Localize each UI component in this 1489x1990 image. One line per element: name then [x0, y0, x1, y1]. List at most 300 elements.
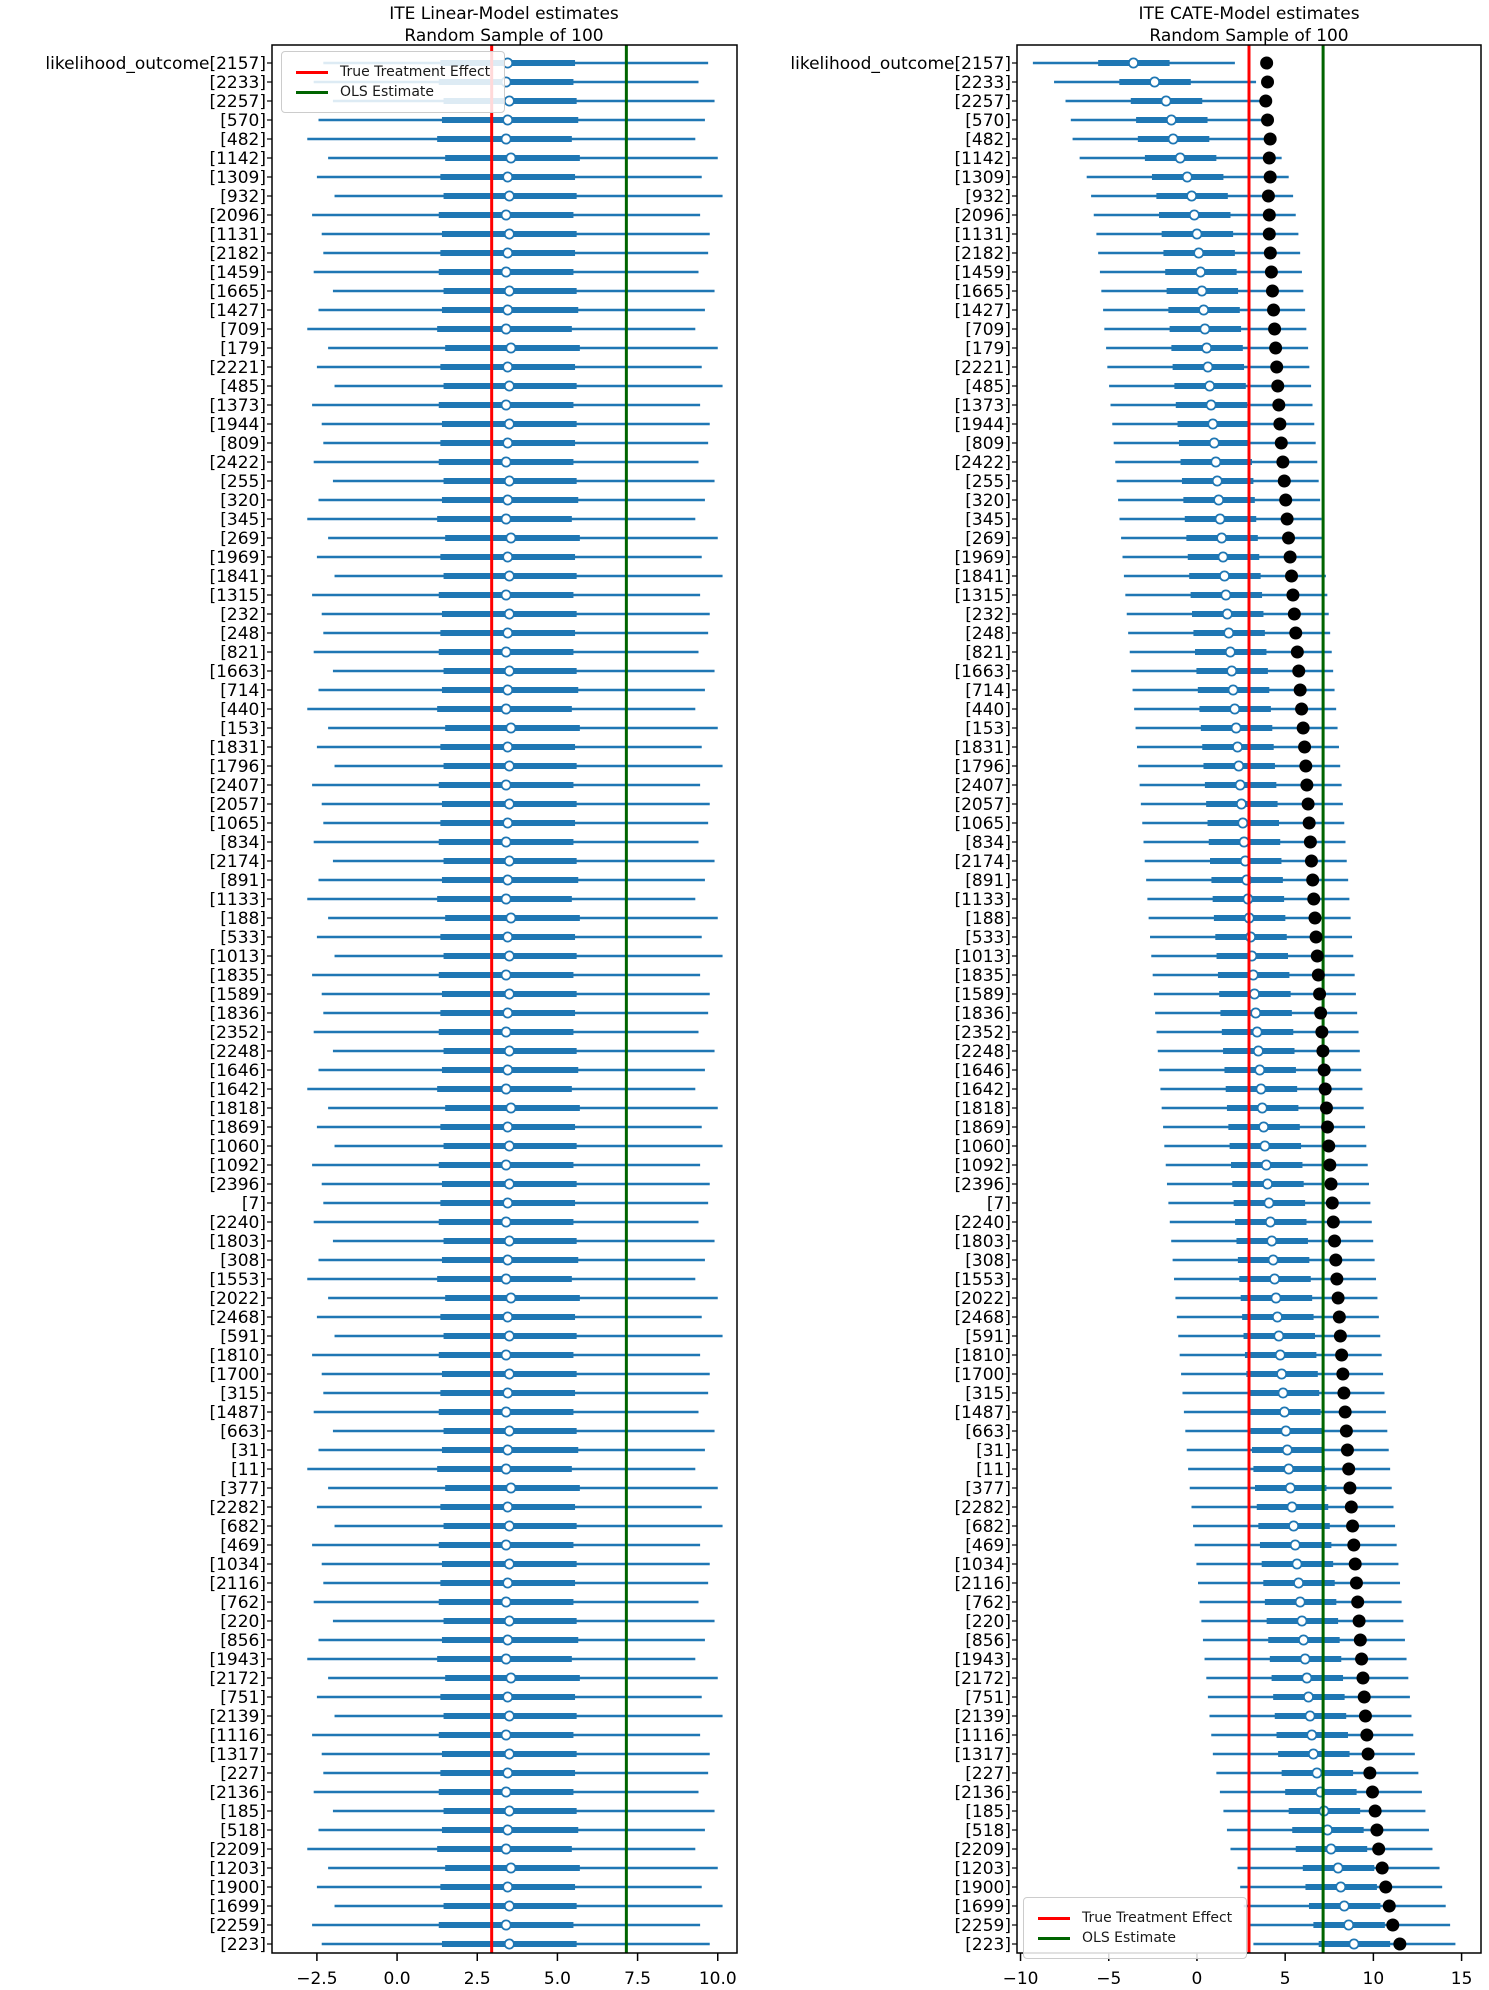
- row-label: [2396]: [209, 1175, 266, 1195]
- median-marker: [503, 1122, 512, 1131]
- median-marker: [503, 875, 512, 884]
- median-marker: [1269, 1255, 1278, 1264]
- row-label: [1700]: [209, 1365, 266, 1385]
- median-marker: [502, 1464, 511, 1473]
- point-estimate-dot: [1259, 95, 1272, 108]
- median-marker: [502, 1844, 511, 1853]
- row-label: [469]: [220, 1536, 266, 1556]
- row-98: [1248, 1920, 1450, 1929]
- row-46: [317, 932, 702, 941]
- row-29: [322, 609, 710, 618]
- median-marker: [1213, 476, 1222, 485]
- row-label: [248]: [965, 624, 1011, 644]
- row-74: [307, 1464, 695, 1473]
- row-3: [1071, 115, 1273, 124]
- median-marker: [1150, 77, 1159, 86]
- row-96: [1240, 1882, 1442, 1891]
- row-label: [2257]: [209, 92, 266, 112]
- row-label: [591]: [965, 1327, 1011, 1347]
- point-estimate-dot: [1333, 1311, 1346, 1324]
- median-marker: [1206, 400, 1215, 409]
- point-estimate-dot: [1345, 1501, 1358, 1514]
- row-label: [1841]: [209, 567, 266, 587]
- row-97: [1244, 1901, 1446, 1910]
- median-marker: [1277, 1369, 1286, 1378]
- median-marker: [1200, 324, 1209, 333]
- row-69: [322, 1369, 710, 1378]
- point-estimate-dot: [1376, 1862, 1389, 1875]
- point-estimate-dot: [1358, 1691, 1371, 1704]
- median-marker: [506, 1103, 515, 1112]
- row-95: [1238, 1863, 1440, 1872]
- row-label: [223]: [965, 1935, 1011, 1955]
- row-label: [440]: [965, 700, 1011, 720]
- row-37: [335, 761, 723, 770]
- row-label: [856]: [220, 1631, 266, 1651]
- point-estimate-dot: [1263, 209, 1276, 222]
- median-marker: [505, 666, 514, 675]
- point-estimate-dot: [1322, 1140, 1335, 1153]
- median-marker: [1190, 210, 1199, 219]
- median-marker: [503, 628, 512, 637]
- point-estimate-dot: [1339, 1406, 1352, 1419]
- median-marker: [505, 1939, 514, 1948]
- interval-rows: [307, 58, 722, 1948]
- row-10: [323, 248, 708, 257]
- row-79: [1196, 1559, 1398, 1568]
- point-estimate-dot: [1330, 1273, 1343, 1286]
- row-label: [1810]: [209, 1346, 266, 1366]
- row-label: [1315]: [954, 586, 1011, 606]
- median-marker: [505, 1616, 514, 1625]
- row-91: [314, 1787, 699, 1796]
- point-estimate-dot: [1313, 988, 1326, 1001]
- row-label: [1869]: [209, 1118, 266, 1138]
- point-estimate-dot: [1272, 399, 1285, 412]
- row-label: [682]: [220, 1517, 266, 1537]
- row-32: [333, 666, 715, 675]
- row-26: [317, 552, 702, 561]
- row-label: [1663]: [954, 662, 1011, 682]
- median-marker: [502, 970, 511, 979]
- median-marker: [503, 1065, 512, 1074]
- point-estimate-dot: [1328, 1235, 1341, 1248]
- row-label: [1589]: [209, 985, 266, 1005]
- row-label: [2233]: [209, 73, 266, 93]
- median-marker: [1344, 1920, 1353, 1929]
- row-66: [317, 1312, 702, 1321]
- row-75: [1190, 1483, 1392, 1492]
- median-marker: [503, 742, 512, 751]
- median-marker: [1224, 628, 1233, 637]
- point-estimate-dot: [1260, 57, 1273, 70]
- median-marker: [503, 495, 512, 504]
- row-85: [1206, 1673, 1408, 1682]
- median-marker: [502, 267, 511, 276]
- row-41: [314, 837, 699, 846]
- row-label: [153]: [965, 719, 1011, 739]
- row-78: [1195, 1540, 1397, 1549]
- median-marker: [1234, 761, 1243, 770]
- legend-entry-ols-estimate: [296, 84, 490, 100]
- median-marker: [503, 248, 512, 257]
- row-label: [255]: [965, 472, 1011, 492]
- row-label: [891]: [965, 871, 1011, 891]
- median-marker: [1129, 58, 1138, 67]
- median-marker: [505, 1901, 514, 1910]
- row-94: [1230, 1844, 1432, 1853]
- row-22: [333, 476, 715, 485]
- median-marker: [1210, 438, 1219, 447]
- median-marker: [1187, 191, 1196, 200]
- row-label: [2139]: [209, 1707, 266, 1727]
- row-label: [1642]: [209, 1080, 266, 1100]
- median-marker: [505, 761, 514, 770]
- row-label: [2407]: [209, 776, 266, 796]
- median-marker: [1262, 1160, 1271, 1169]
- row-label: [1869]: [954, 1118, 1011, 1138]
- row-label: [315]: [220, 1384, 266, 1404]
- row-label: [308]: [220, 1251, 266, 1271]
- row-43: [319, 875, 705, 884]
- row-label: [2468]: [954, 1308, 1011, 1328]
- median-marker: [1227, 666, 1236, 675]
- point-estimates: [1259, 57, 1406, 1951]
- point-estimate-dot: [1340, 1425, 1353, 1438]
- row-8: [312, 210, 700, 219]
- row-label: [1803]: [209, 1232, 266, 1252]
- x-tick-label: 0.0: [383, 1969, 411, 1989]
- row-label: [377]: [220, 1479, 266, 1499]
- row-3: [319, 115, 705, 124]
- row-label: [2248]: [954, 1042, 1011, 1062]
- row-label: [2240]: [954, 1213, 1011, 1233]
- median-marker: [503, 438, 512, 447]
- median-marker: [505, 96, 514, 105]
- interval-rows: [1033, 58, 1456, 1948]
- median-marker: [505, 1749, 514, 1758]
- row-label: [2172]: [209, 1669, 266, 1689]
- x-tick-label: −10: [1002, 1969, 1039, 1989]
- median-marker: [1220, 571, 1229, 580]
- median-marker: [1299, 1635, 1308, 1644]
- row-36: [317, 742, 702, 751]
- row-4: [307, 134, 695, 143]
- row-19: [322, 419, 710, 428]
- point-estimate-dot: [1372, 1843, 1385, 1856]
- row-label: [1900]: [954, 1878, 1011, 1898]
- legend-entry-ols-estimate: [1038, 1930, 1232, 1946]
- point-estimate-dot: [1341, 1444, 1354, 1457]
- row-label: [2259]: [209, 1916, 266, 1936]
- row-label: [31]: [231, 1441, 266, 1461]
- row-label: [533]: [965, 928, 1011, 948]
- point-estimate-dot: [1318, 1064, 1331, 1077]
- point-estimate-dot: [1369, 1805, 1382, 1818]
- median-marker: [1221, 590, 1230, 599]
- row-5: [328, 153, 718, 162]
- point-estimate-dot: [1267, 304, 1280, 317]
- point-estimate-dot: [1319, 1083, 1332, 1096]
- median-marker: [1276, 1350, 1285, 1359]
- row-label: [533]: [220, 928, 266, 948]
- median-marker: [1237, 799, 1246, 808]
- row-label: [2352]: [954, 1023, 1011, 1043]
- median-marker: [1197, 286, 1206, 295]
- row-81: [1200, 1597, 1402, 1606]
- row-label: [440]: [220, 700, 266, 720]
- median-marker: [505, 1711, 514, 1720]
- row-label: [1836]: [209, 1004, 266, 1024]
- point-estimate-dot: [1335, 1349, 1348, 1362]
- row-label: [682]: [965, 1517, 1011, 1537]
- title-line2: Random Sample of 100: [404, 25, 604, 46]
- median-marker: [505, 229, 514, 238]
- median-marker: [1176, 153, 1185, 162]
- row-62: [333, 1236, 715, 1245]
- median-marker: [505, 191, 514, 200]
- row-38: [312, 780, 700, 789]
- x-tick-label: 7.5: [624, 1969, 652, 1989]
- row-81: [314, 1597, 699, 1606]
- point-estimate-dot: [1355, 1653, 1368, 1666]
- row-label: [1373]: [954, 396, 1011, 416]
- point-estimate-dot: [1327, 1216, 1340, 1229]
- row-44: [307, 894, 695, 903]
- row-55: [328, 1103, 718, 1112]
- median-marker: [505, 1179, 514, 1188]
- median-marker: [502, 400, 511, 409]
- median-marker: [1239, 837, 1248, 846]
- row-label: [2057]: [954, 795, 1011, 815]
- median-marker: [1278, 1388, 1287, 1397]
- row-label: [1060]: [954, 1137, 1011, 1157]
- row-75: [328, 1483, 718, 1492]
- row-label: [1065]: [209, 814, 266, 834]
- row-53: [1159, 1065, 1361, 1074]
- point-estimate-dot: [1360, 1729, 1373, 1742]
- row-label: [1034]: [954, 1555, 1011, 1575]
- row-label: [2221]: [954, 358, 1011, 378]
- row-92: [333, 1806, 715, 1815]
- median-marker: [1217, 533, 1226, 542]
- point-estimate-dot: [1264, 171, 1277, 184]
- row-label: [1818]: [209, 1099, 266, 1119]
- median-marker: [502, 837, 511, 846]
- median-marker: [1229, 685, 1238, 694]
- row-label: [1131]: [954, 225, 1011, 245]
- row-label: [709]: [220, 320, 266, 340]
- row-label: [2096]: [954, 206, 1011, 226]
- median-marker: [505, 799, 514, 808]
- row-label: [2259]: [954, 1916, 1011, 1936]
- median-marker: [502, 1084, 511, 1093]
- median-marker: [502, 1350, 511, 1359]
- row-label: [762]: [220, 1593, 266, 1613]
- row-label: [809]: [965, 434, 1011, 454]
- row-label: [2221]: [209, 358, 266, 378]
- median-marker: [503, 115, 512, 124]
- row-label: [1142]: [209, 149, 266, 169]
- row-label: [227]: [220, 1764, 266, 1784]
- row-16: [317, 362, 702, 371]
- row-label: [2422]: [209, 453, 266, 473]
- median-marker: [503, 1825, 512, 1834]
- median-marker: [505, 1559, 514, 1568]
- point-estimate-dot: [1306, 874, 1319, 887]
- median-marker: [503, 1882, 512, 1891]
- row-55: [1162, 1103, 1364, 1112]
- cate-panel-title: [1138, 4, 1359, 48]
- row-93: [319, 1825, 705, 1834]
- row-label: [1092]: [209, 1156, 266, 1176]
- row-label: [179]: [220, 339, 266, 359]
- median-marker: [1264, 1198, 1273, 1207]
- row-label: [188]: [220, 909, 266, 929]
- legend-entry-true-treatment-effect: [296, 64, 490, 80]
- median-marker: [1253, 1027, 1262, 1036]
- row-90: [323, 1768, 708, 1777]
- row-48: [312, 970, 700, 979]
- row-label: [1699]: [954, 1897, 1011, 1917]
- median-marker: [506, 1293, 515, 1302]
- median-marker: [505, 1141, 514, 1150]
- point-estimate-dot: [1279, 494, 1292, 507]
- point-estimate-dot: [1285, 570, 1298, 583]
- median-marker: [1251, 1008, 1260, 1017]
- row-label: [2422]: [954, 453, 1011, 473]
- title-line2: Random Sample of 100: [1149, 25, 1349, 46]
- median-marker: [505, 1369, 514, 1378]
- row-label: [1818]: [954, 1099, 1011, 1119]
- row-label: [2233]: [954, 73, 1011, 93]
- point-estimate-dot: [1304, 836, 1317, 849]
- point-estimate-dot: [1321, 1121, 1334, 1134]
- row-labels: [45, 54, 266, 1955]
- row-57: [1164, 1141, 1366, 1150]
- median-marker: [505, 989, 514, 998]
- row-4: [1073, 134, 1275, 143]
- row-90: [1216, 1768, 1418, 1777]
- point-estimate-dot: [1261, 76, 1274, 89]
- point-estimate-dot: [1273, 418, 1286, 431]
- median-marker: [505, 609, 514, 618]
- median-marker: [1304, 1692, 1313, 1701]
- row-88: [1211, 1730, 1413, 1739]
- median-marker: [1246, 932, 1255, 941]
- row-label: [1034]: [209, 1555, 266, 1575]
- row-label: [1646]: [954, 1061, 1011, 1081]
- row-label: [485]: [220, 377, 266, 397]
- median-marker: [503, 1635, 512, 1644]
- point-estimate-dot: [1346, 1520, 1359, 1533]
- cate-model-panel: [790, 45, 1481, 1989]
- point-estimate-dot: [1312, 969, 1325, 982]
- median-marker: [502, 1597, 511, 1606]
- point-estimate-dot: [1332, 1292, 1345, 1305]
- row-77: [335, 1521, 723, 1530]
- row-label: [2174]: [954, 852, 1011, 872]
- row-label: [714]: [220, 681, 266, 701]
- x-tick-label: 10: [1362, 1969, 1385, 1989]
- point-estimate-dot: [1265, 266, 1278, 279]
- median-marker: [1208, 419, 1217, 428]
- linear-panel-title: [389, 4, 619, 48]
- point-estimate-dot: [1261, 114, 1274, 127]
- median-marker: [503, 1445, 512, 1454]
- row-label: [1553]: [209, 1270, 266, 1290]
- point-estimate-dot: [1342, 1463, 1355, 1476]
- point-estimate-dot: [1297, 722, 1310, 735]
- point-estimate-dot: [1276, 456, 1289, 469]
- row-89: [322, 1749, 710, 1758]
- row-84: [307, 1654, 695, 1663]
- row-label: [570]: [220, 111, 266, 131]
- row-label: [1663]: [209, 662, 266, 682]
- row-label: [269]: [965, 529, 1011, 549]
- median-marker: [502, 514, 511, 523]
- row-label: [1803]: [954, 1232, 1011, 1252]
- median-marker: [1192, 229, 1201, 238]
- row-label: [1092]: [954, 1156, 1011, 1176]
- row-label: [220]: [965, 1612, 1011, 1632]
- median-marker: [503, 1198, 512, 1207]
- row-label: [856]: [965, 1631, 1011, 1651]
- row-label: [227]: [965, 1764, 1011, 1784]
- row-56: [317, 1122, 702, 1131]
- median-marker: [505, 1236, 514, 1245]
- row-49: [322, 989, 710, 998]
- row-label: [714]: [965, 681, 1011, 701]
- x-tick-label: 15: [1450, 1969, 1473, 1989]
- point-estimate-dot: [1379, 1881, 1392, 1894]
- point-estimate-dot: [1288, 608, 1301, 621]
- row-13: [319, 305, 705, 314]
- median-marker: [502, 704, 511, 713]
- row-51: [314, 1027, 699, 1036]
- legend-label-true-treatment-effect: True Treatment Effect: [1082, 1910, 1233, 1926]
- median-marker: [1215, 514, 1224, 523]
- median-marker: [1281, 1426, 1290, 1435]
- point-estimate-dot: [1291, 646, 1304, 659]
- row-83: [319, 1635, 705, 1644]
- median-marker: [1238, 818, 1247, 827]
- row-label: [663]: [965, 1422, 1011, 1442]
- point-estimate-dot: [1337, 1387, 1350, 1400]
- row-50: [323, 1008, 708, 1017]
- median-marker: [1169, 134, 1178, 143]
- row-60: [1168, 1198, 1370, 1207]
- row-33: [319, 685, 705, 694]
- median-marker: [502, 1540, 511, 1549]
- row-label: [2022]: [954, 1289, 1011, 1309]
- row-58: [1166, 1160, 1368, 1169]
- row-84: [1205, 1654, 1407, 1663]
- point-estimate-dot: [1284, 551, 1297, 564]
- row-label: [1459]: [209, 263, 266, 283]
- row-label: likelihood_outcome[2157]: [790, 54, 1011, 74]
- row-54: [307, 1084, 695, 1093]
- row-5: [1080, 153, 1282, 162]
- row-47: [335, 951, 723, 960]
- row-label: likelihood_outcome[2157]: [45, 54, 266, 74]
- row-61: [1170, 1217, 1372, 1226]
- row-label: [834]: [965, 833, 1011, 853]
- row-label: [1427]: [209, 301, 266, 321]
- row-40: [323, 818, 708, 827]
- row-label: [1317]: [954, 1745, 1011, 1765]
- row-label: [315]: [965, 1384, 1011, 1404]
